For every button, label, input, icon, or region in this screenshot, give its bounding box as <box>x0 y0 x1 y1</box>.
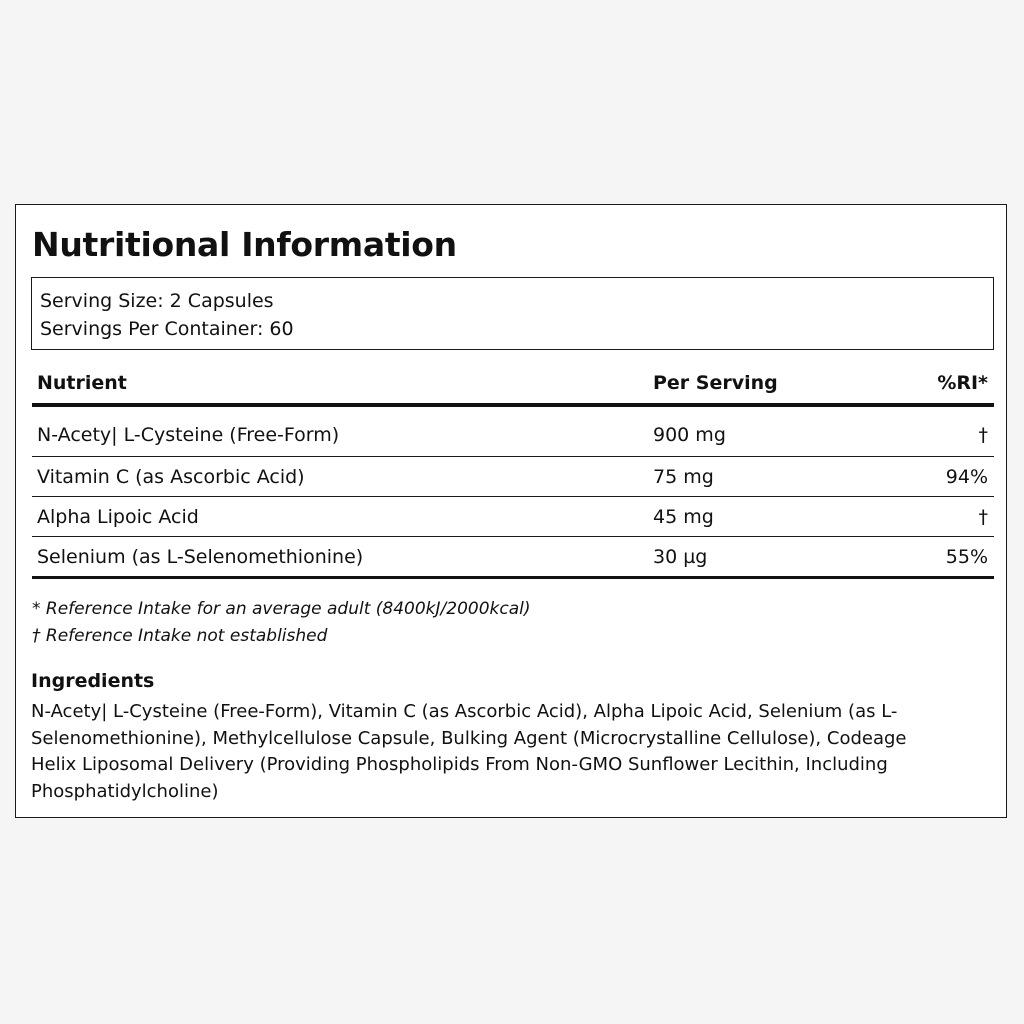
table-row <box>32 537 994 579</box>
footnote-not-established: † Reference Intake not established <box>32 626 328 646</box>
serving-info-box <box>31 277 994 350</box>
header-nutrient: Nutrient <box>37 372 127 394</box>
ingredients-heading: Ingredients <box>31 670 155 692</box>
serving-size: Serving Size: 2 Capsules <box>40 290 274 312</box>
header-per-serving: Per Serving <box>653 372 778 394</box>
nutrient-amount: 30 µg <box>653 546 708 568</box>
ingredients-text: N-Acety| L-Cysteine (Free-Form), Vitamin C (as Ascorbic Acid), Alpha Lipoic Acid, Selenium (as L-Selenomethionine), Methylcellulose Capsule, Bulking Agent (Microcrystalline Cellulose), Codeage Helix Liposomal Delivery (Providing Phospholipids From Non-GMO Sunflower Lecithin, Including Phosphatidylcholine) <box>31 701 907 802</box>
nutrient-name: Alpha Lipoic Acid <box>37 506 199 528</box>
nutrient-amount: 900 mg <box>653 424 726 446</box>
nutrient-amount: 75 mg <box>653 466 714 488</box>
nutrient-ri: † <box>978 506 988 528</box>
nutrition-panel <box>15 204 1007 818</box>
panel-title: Nutritional Information <box>32 225 457 264</box>
servings-per-container: Servings Per Container: 60 <box>40 318 294 340</box>
nutrient-name: Vitamin C (as Ascorbic Acid) <box>37 466 305 488</box>
nutrient-ri: † <box>978 424 988 446</box>
table-row <box>32 457 994 497</box>
table-row <box>32 497 994 537</box>
footnotes <box>32 596 531 650</box>
footnote-reference-intake: * Reference Intake for an average adult (8400kJ/2000kcal) <box>32 599 531 619</box>
header-ri: %RI* <box>937 372 988 394</box>
nutrient-table <box>32 365 994 579</box>
table-row <box>32 407 994 457</box>
table-header-row <box>32 365 994 407</box>
nutrient-name: Selenium (as L-Selenomethionine) <box>37 546 364 568</box>
nutrient-name: N-Acety| L-Cysteine (Free-Form) <box>37 424 340 446</box>
nutrient-amount: 45 mg <box>653 506 714 528</box>
nutrient-ri: 55% <box>945 546 988 568</box>
nutrient-ri: 94% <box>945 466 988 488</box>
table-body <box>32 407 994 579</box>
